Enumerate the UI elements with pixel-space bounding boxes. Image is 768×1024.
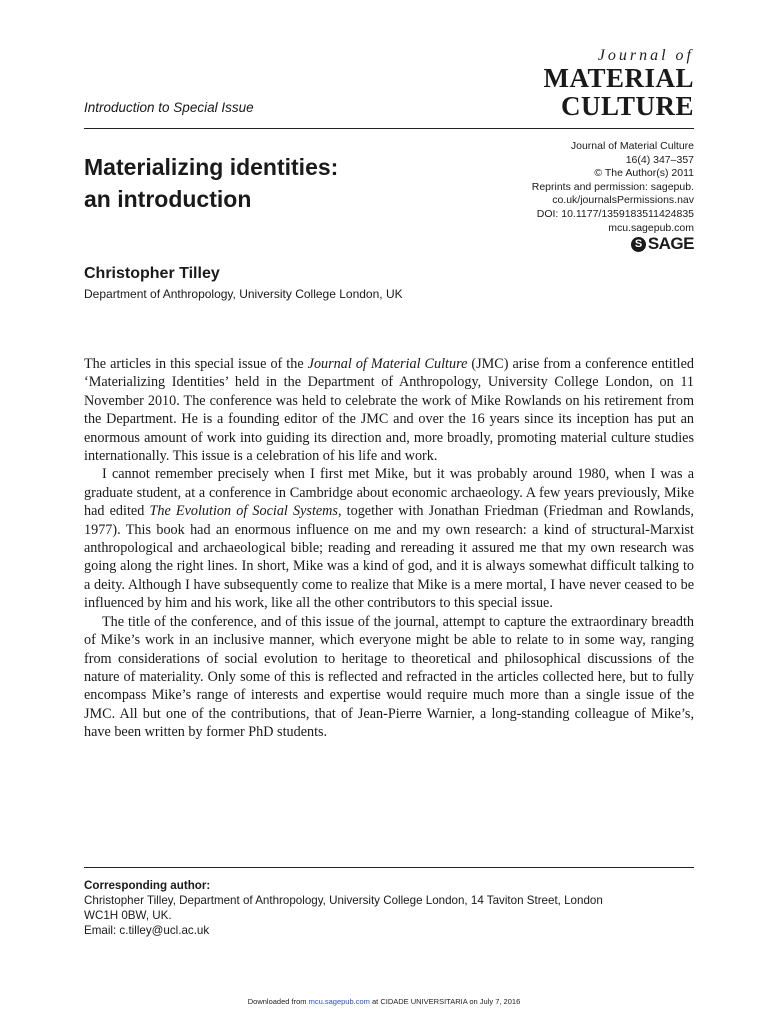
citation-volume: 16(4) 347–357 <box>625 153 694 166</box>
paragraph-1 <box>84 355 694 465</box>
journal-name-line2: CULTURE <box>560 91 694 121</box>
corr-heading: Corresponding author: <box>84 879 211 892</box>
p1-text-b: (JMC) arise from a conference entitled ‘Materializing Identities’ held in the Department of Anthropology, University College London, on 11 November 2010. The conference was held to celebrate the work of Mike Rowlands on his retirement from the Department. He is a founding editor of the JMC and over the 16 years since its inception has put an enormous amount of work into guiding its direction and, more broadly, promoting material culture studies internationally. This issue is a celebration of his life and work. <box>84 356 694 465</box>
title-line1: Materializing identities: <box>84 154 339 180</box>
citation-reprints-line2[interactable]: co.uk/journalsPermissions.nav <box>552 194 694 207</box>
p1-journal-title: Journal of Material Culture <box>307 356 468 372</box>
section-label: Introduction to Special Issue <box>84 100 254 115</box>
author-name: Christopher Tilley <box>84 265 220 282</box>
author-affiliation: Department of Anthropology, University College London, UK <box>84 287 403 301</box>
article-title <box>84 151 464 215</box>
p2-text-a: I cannot remember precisely when I first met Mike, but it was probably around 1980, when I was a graduate student, at a conference in Cambridge about economic archaeology. A few years previously, Mike had edited <box>84 466 694 520</box>
header-divider <box>84 128 694 129</box>
corr-line1: Christopher Tilley, Department of Anthropology, University College London, 14 Taviton Street, London <box>84 894 603 907</box>
citation-copyright: © The Author(s) 2011 <box>594 167 694 180</box>
title-line2: an introduction <box>84 186 252 212</box>
download-text-b: at CIDADE UNIVERSITARIA on July 7, 2016 <box>369 997 521 1006</box>
download-notice <box>0 997 768 1006</box>
sage-logo <box>631 234 694 254</box>
article-body <box>84 355 694 742</box>
corr-line2: WC1H 0BW, UK. <box>84 909 172 922</box>
p2-book-title: The Evolution of Social Systems <box>149 503 338 520</box>
journal-name-line1: MATERIAL <box>543 63 694 93</box>
p1-text-a: The articles in this special issue of the <box>84 356 308 372</box>
corresponding-author <box>84 878 694 938</box>
citation-site[interactable]: mcu.sagepub.com <box>608 221 694 234</box>
download-link[interactable]: mcu.sagepub.com <box>308 997 370 1006</box>
journal-of-label: Journal of <box>597 47 694 64</box>
sage-logo-text: SAGE <box>647 234 694 253</box>
p2-text-b: , together with Jonathan Friedman (Friedman and Rowlands, 1977). This book had an enormous influence on me and my own research: a kind of structural-Marxist anthropological and archaeological bible; reading and rereading it assured me that my own research was going along the right lines. In short, Mike was a kind of god, and it is always somewhat difficult talking to a deity. Although I have subsequently come to realize that Mike is a mere mortal, I have never ceased to be influenced by him and his work, like all the other contributors to this special issue. <box>84 503 694 612</box>
journal-name <box>543 64 694 120</box>
download-text-a: Downloaded from <box>247 997 309 1006</box>
corr-email[interactable]: Email: c.tilley@ucl.ac.uk <box>84 924 210 937</box>
sage-s-icon: S <box>631 237 646 252</box>
citation-block <box>434 140 694 235</box>
paragraph-2 <box>84 465 694 612</box>
citation-doi: DOI: 10.1177/1359183511424835 <box>536 207 694 220</box>
paragraph-3: The title of the conference, and of this issue of the journal, attempt to capture the extraordinary breadth of Mike’s work in an inclusive manner, which everyone might be able to relate to in some way, ranging from considerations of social evolution to heritage to theoretical and philosophical discussions of the nature of materiality. Only some of this is reflected and refracted in the articles collected here, but to fully encompass Mike’s range of interests and expertise would require much more than a single issue of the JMC. All but one of the contributions, that of Jean-Pierre Warnier, a long-standing colleague of Mike’s, have been written by former PhD students. <box>84 613 694 741</box>
citation-reprints-line1: Reprints and permission: sagepub. <box>531 180 694 193</box>
footer-divider <box>84 867 694 868</box>
citation-journal: Journal of Material Culture <box>570 140 694 152</box>
